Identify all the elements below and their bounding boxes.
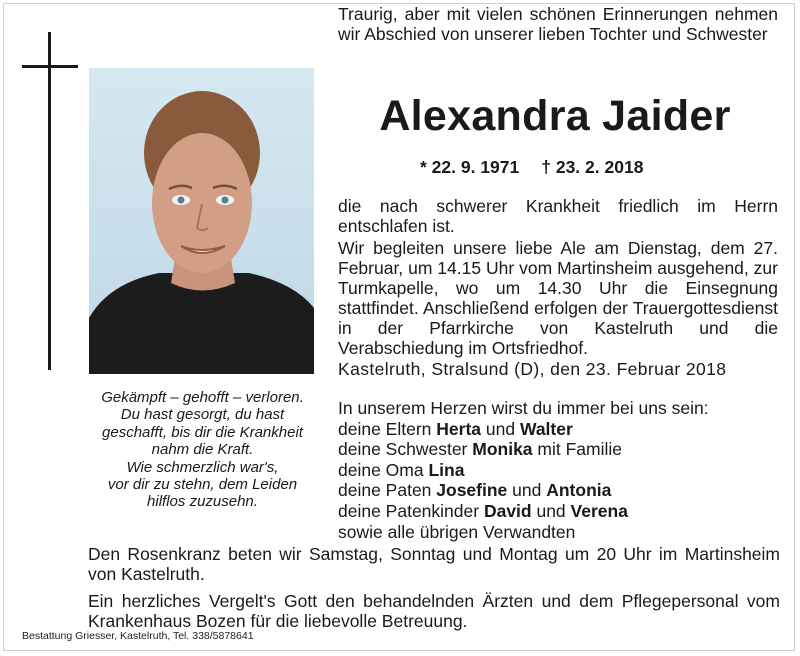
portrait-photo <box>89 68 314 374</box>
family-heading: In unserem Herzen wirst du immer bei uns sein: <box>338 398 709 418</box>
poem-line: nahm die Kraft. <box>151 441 254 459</box>
rosary-notice: Den Rosenkranz beten wir Samstag, Sonntag und Montag um 20 Uhr im Martinsheim von Kastelruth. <box>88 544 780 584</box>
thanks-notice: Ein herzliches Vergelt's Gott den behandelnden Ärzten und dem Pflegepersonal vom Krankenhaus Bozen für die liebevolle Betreuung. <box>88 591 780 631</box>
memorial-poem <box>80 389 325 511</box>
poem-line: Du hast gesorgt, du hast <box>120 406 285 424</box>
poem-line: hilflos zuzusehn. <box>147 493 258 511</box>
family-line-grandma: deine Oma Lina <box>338 459 465 480</box>
family-line-godchildren: deine Patenkinder David und Verena <box>338 500 628 521</box>
family-line-sister: deine Schwester Monika mit Familie <box>338 439 622 460</box>
life-dates <box>420 156 643 178</box>
death-date: † 23. 2. 2018 <box>541 157 644 177</box>
funeral-home-credit: Bestattung Griesser, Kastelruth, Tel. 338/5878641 <box>22 630 254 642</box>
place-and-date: Kastelruth, Stralsund (D), den 23. Februar 2018 <box>338 359 727 379</box>
family-closing: sowie alle übrigen Verwandten <box>338 521 576 542</box>
poem-line: Gekämpft – gehofft – verloren. <box>101 389 304 406</box>
family-line-godparents: deine Paten Josefine und Antonia <box>338 480 612 501</box>
family-line-parents: deine Eltern Herta und Walter <box>338 418 573 439</box>
family-list <box>338 398 778 542</box>
poem-line: geschafft, bis dir die Krankheit <box>102 423 303 441</box>
poem-line: Wie schmerzlich war's, <box>126 458 279 476</box>
cross-icon-horizontal <box>22 65 78 68</box>
birth-date: * 22. 9. 1971 <box>420 157 520 177</box>
deceased-name: Alexandra Jaider <box>379 92 731 140</box>
portrait-illustration <box>89 68 314 374</box>
poem-line: vor dir zu stehn, dem Leiden <box>107 476 298 494</box>
intro-text: Traurig, aber mit vielen schönen Erinnerungen nehmen wir Abschied von unserer lieben Tochter und Schwester <box>338 4 778 44</box>
funeral-details-paragraph: Wir begleiten unsere liebe Ale am Dienstag, dem 27. Februar, um 14.15 Uhr vom Martinsheim ausgehend, zur Turmkapelle, wo um 14.30 Uhr die Einsegnung stattfindet. Anschließend erfolgen der Trauergottesdienst in der Pfarrkirche von Kastelruth und die Verabschiedung im Ortsfriedhof. <box>338 238 778 358</box>
death-notice-paragraph: die nach schwerer Krankheit friedlich im Herrn entschlafen ist. <box>338 196 778 236</box>
cross-icon-vertical <box>48 32 51 370</box>
